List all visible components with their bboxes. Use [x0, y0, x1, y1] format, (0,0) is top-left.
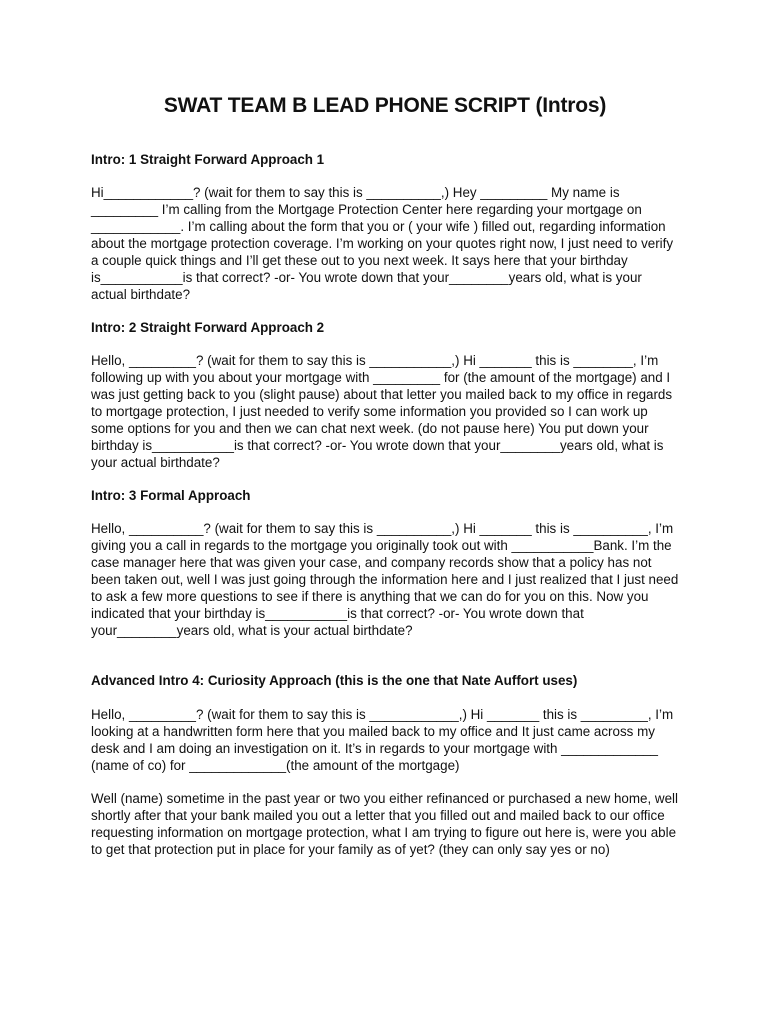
script-paragraph: Hello, _________? (wait for them to say this is ____________,) Hi _______ this is _________, I’m looking at a handwritten form here that you mailed back to my office and It just came across my desk and I am doing an investigation on it. It’s in regards to your mortgage with _____________ (name of co) for _____________(the amount of the mortgage) — [91, 707, 674, 773]
script-paragraph: Hi____________? (wait for them to say this is __________,) Hey _________ My name is _________ I’m calling from the Mortgage Protection Center here regarding your mortgage on ____________. I’m calling about the form that you or ( your wife ) filled out, regarding information about the mortgage protection coverage. I’m working on your quotes right now, I just need to verify a couple quick things and I’ll get these out to you next week. It says here that your birthday is___________is that correct? -or- You wrote down that your________years old, what is your actual birthdate? — [91, 185, 674, 302]
page-title: SWAT TEAM B LEAD PHONE SCRIPT (Intros) — [163, 94, 607, 117]
section-body-intro-4 — [91, 706, 681, 774]
section-heading-intro-1: Intro: 1 Straight Forward Approach 1 — [91, 152, 325, 167]
section-body-intro-1 — [91, 184, 681, 303]
section-heading-intro-3: Intro: 3 Formal Approach — [91, 488, 251, 503]
script-paragraph: Hello, __________? (wait for them to say this is __________,) Hi _______ this is __________, I’m giving you a call in regards to the mortgage you originally took out with ___________Bank. I’m the case manager here that was given your case, and company records show that a policy has not been taken out, well I was just going through the information here and I just realized that I just need to ask a few more questions to see if there is anything that we can do for you on this. Now you indicated that your birthday is___________is that correct? -or- You wrote down that your________years old, what is your actual birthdate? — [91, 521, 679, 638]
section-body-intro-3 — [91, 520, 681, 639]
section-body-intro-4-continued — [91, 790, 681, 858]
section-heading-intro-4: Advanced Intro 4: Curiosity Approach (this is the one that Nate Auffort uses) — [91, 673, 578, 688]
section-heading-intro-2: Intro: 2 Straight Forward Approach 2 — [91, 320, 325, 335]
section-body-intro-2 — [91, 352, 681, 471]
script-paragraph: Well (name) sometime in the past year or two you either refinanced or purchased a new home, well shortly after that your bank mailed you out a letter that you filled out and mailed back to our office requesting information on mortgage protection, what I am trying to figure out here is, were you able to get that protection put in place for your family as of yet? (they can only say yes or no) — [91, 791, 678, 857]
script-paragraph: Hello, _________? (wait for them to say this is ___________,) Hi _______ this is ________, I’m following up with you about your mortgage with _________ for (the amount of the mortgage) and I was just getting back to you (slight pause) about that letter you mailed back to my office in regards to mortgage protection, I just needed to verify some information you provided so I can work up some options for you and then we can chat next week. (do not pause here) You put down your birthday is___________is that correct? -or- You wrote down that your________years old, what is your actual birthdate? — [91, 353, 673, 470]
